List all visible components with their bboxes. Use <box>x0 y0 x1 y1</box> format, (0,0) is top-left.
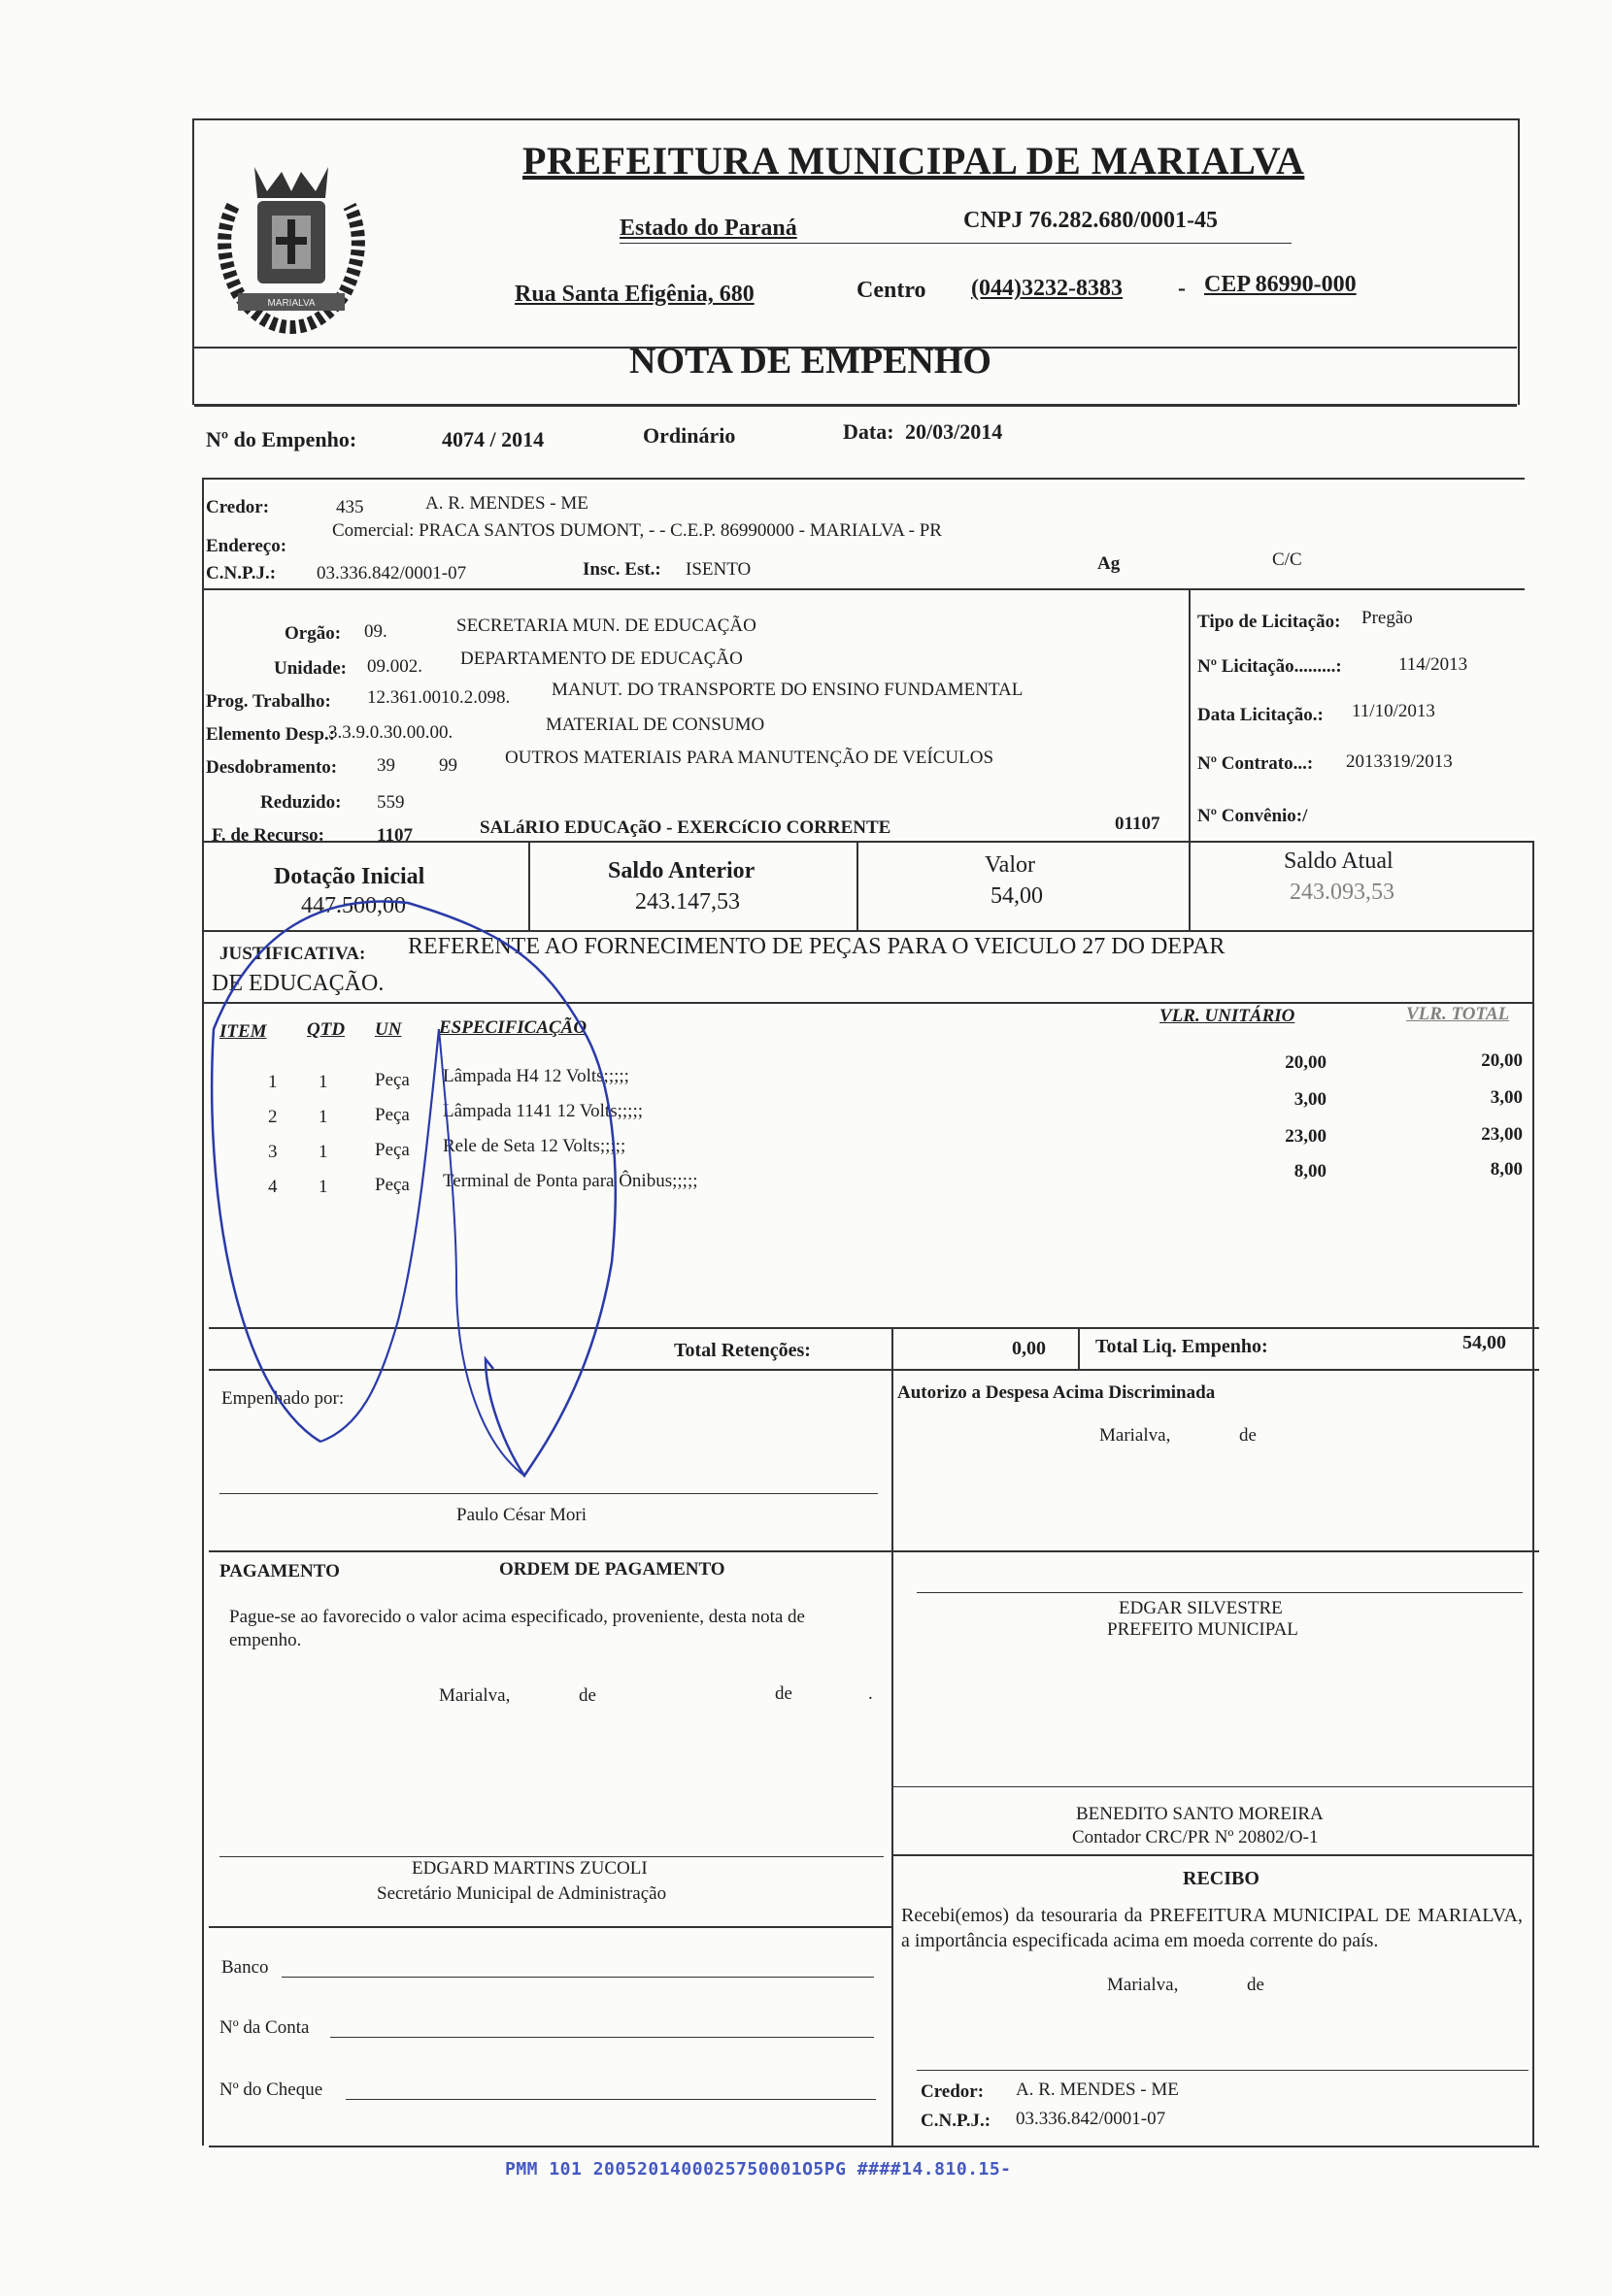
ordem-pagamento-label: ORDEM DE PAGAMENTO <box>499 1559 725 1580</box>
orgao-code: 09. <box>364 621 387 642</box>
pagamento-label: PAGAMENTO <box>219 1561 340 1581</box>
empenho-number-label: Nº do Empenho: <box>206 427 357 451</box>
unidade-name: DEPARTAMENTO DE EDUCAÇÃO <box>460 649 743 669</box>
valor-value: 54,00 <box>991 883 1043 909</box>
unidade-code: 09.002. <box>367 656 422 677</box>
desdobramento-code-2: 99 <box>439 755 457 776</box>
prefeito-name: EDGAR SILVESTRE <box>1119 1598 1283 1618</box>
admin-secretary-role: Secretário Municipal de Administração <box>377 1883 667 1904</box>
item-un: Peça <box>375 1140 410 1160</box>
conta-field[interactable] <box>330 2037 874 2038</box>
item-number: 2 <box>268 1107 278 1127</box>
prog-label: Prog. Trabalho: <box>206 691 331 712</box>
saldo-anterior-value: 243.147,53 <box>635 889 740 915</box>
licitacao-date: 11/10/2013 <box>1352 701 1435 721</box>
elemento-code: 3.3.9.0.30.00.00. <box>328 722 453 743</box>
credor-name: A. R. MENDES - ME <box>425 493 588 514</box>
saldo-atual-value: 243.093,53 <box>1290 880 1394 905</box>
valor-label: Valor <box>985 852 1035 878</box>
item-total: 3,00 <box>1490 1087 1523 1108</box>
justificativa-line-1: REFERENTE AO FORNECIMENTO DE PEÇAS PARA O VEICULO 27 DO DEPAR <box>408 934 1226 959</box>
elemento-name: MATERIAL DE CONSUMO <box>546 715 765 735</box>
district: Centro <box>856 278 926 303</box>
credor-label: Credor: <box>206 497 270 517</box>
total-retencoes-label: Total Retenções: <box>674 1340 811 1361</box>
empenho-type: Ordinário <box>643 423 736 448</box>
pagamento-city: Marialva, <box>439 1685 511 1706</box>
empenhado-por-name: Paulo César Mori <box>456 1505 588 1525</box>
unidade-label: Unidade: <box>274 658 347 679</box>
empenho-date: 20/03/2014 <box>905 419 1003 444</box>
item-total: 8,00 <box>1490 1159 1523 1180</box>
autorizo-label: Autorizo a Despesa Acima Discriminada <box>897 1382 1216 1403</box>
saldo-atual-label: Saldo Atual <box>1284 849 1394 874</box>
total-liquido-value: 54,00 <box>1462 1332 1506 1353</box>
col-un: UN <box>375 1019 402 1040</box>
contador-role: Contador CRC/PR Nº 20802/O-1 <box>1072 1827 1319 1847</box>
desdobramento-name: OUTROS MATERIAIS PARA MANUTENÇÃO DE VEÍCULOS <box>505 748 994 768</box>
item-qtd: 1 <box>319 1177 328 1197</box>
tipo-licitacao: Pregão <box>1361 608 1413 628</box>
col-item: ITEM <box>219 1021 267 1042</box>
cheque-label: Nº do Cheque <box>219 2080 323 2100</box>
reduzido-label: Reduzido: <box>260 792 342 813</box>
street-address: Rua Santa Efigênia, 680 <box>515 282 755 307</box>
footer-barcode-text: PMM 101 2005201400025750001O5PG ####14.810.15- <box>505 2159 1012 2180</box>
recibo-credor-name: A. R. MENDES - ME <box>1016 2080 1179 2100</box>
cep: CEP 86990-000 <box>1204 272 1357 297</box>
item-spec: Lâmpada H4 12 Volts;;;;; <box>443 1066 629 1086</box>
desdobramento-label: Desdobramento: <box>206 757 338 778</box>
licitacao-number-label: Nº Licitação.........: <box>1197 656 1342 677</box>
ag-label: Ag <box>1097 553 1121 574</box>
col-spec: ESPECIFICAÇÃO <box>439 1017 588 1038</box>
contrato-label: Nº Contrato...: <box>1197 753 1314 774</box>
desdobramento-code-1: 39 <box>377 755 395 776</box>
item-qtd: 1 <box>319 1107 328 1127</box>
prefeito-role: PREFEITO MUNICIPAL <box>1107 1619 1298 1640</box>
admin-secretary-name: EDGARD MARTINS ZUCOLI <box>412 1858 648 1879</box>
pagamento-dot: . <box>868 1683 873 1704</box>
item-spec: Terminal de Ponta para Ônibus;;;;; <box>443 1171 698 1191</box>
banco-field[interactable] <box>282 1977 874 1978</box>
tipo-licitacao-label: Tipo de Licitação: <box>1197 612 1341 632</box>
item-qtd: 1 <box>319 1142 328 1162</box>
elemento-label: Elemento Desp.: <box>206 724 335 745</box>
credor-cnpj-label: C.N.P.J.: <box>206 563 277 583</box>
col-vlr-unit: VLR. UNITÁRIO <box>1159 1006 1295 1026</box>
page-title: PREFEITURA MUNICIPAL DE MARIALVA <box>522 139 1305 183</box>
justificativa-label: JUSTIFICATIVA: <box>219 944 366 964</box>
total-liquido-label: Total Liq. Empenho: <box>1095 1336 1268 1357</box>
fonte-recurso-number: 01107 <box>1115 814 1160 834</box>
item-total: 23,00 <box>1481 1124 1523 1145</box>
autorizo-city: Marialva, <box>1099 1425 1171 1446</box>
fonte-recurso-name: SALáRIO EDUCAçãO - EXERCíCIO CORRENTE <box>480 817 891 838</box>
empenho-number: 4074 / 2014 <box>442 427 545 451</box>
licitacao-number: 114/2013 <box>1398 654 1468 675</box>
pague-se-text: Pague-se ao favorecido o valor acima especificado, proveniente, desta nota de empenho. <box>229 1607 805 1650</box>
credor-code: 435 <box>336 497 364 517</box>
item-unit-price: 20,00 <box>1285 1052 1327 1073</box>
credor-cnpj: 03.336.842/0001-07 <box>317 563 467 583</box>
licitacao-date-label: Data Licitação.: <box>1197 705 1324 725</box>
saldo-anterior-label: Saldo Anterior <box>608 858 756 883</box>
credor-address: Comercial: PRACA SANTOS DUMONT, - - C.E.P. 86990000 - MARIALVA - PR <box>332 520 942 541</box>
contador-name: BENEDITO SANTO MOREIRA <box>1076 1804 1324 1824</box>
cc-label: C/C <box>1272 549 1302 570</box>
orgao-name: SECRETARIA MUN. DE EDUCAÇÃO <box>456 616 756 636</box>
item-unit-price: 3,00 <box>1293 1089 1327 1110</box>
state-label: Estado do Paraná <box>620 216 797 241</box>
item-number: 3 <box>268 1142 278 1162</box>
address-label: Endereço: <box>206 536 287 556</box>
justificativa-line-2: DE EDUCAÇÃO. <box>212 971 385 996</box>
col-qtd: QTD <box>307 1019 346 1040</box>
item-un: Peça <box>375 1175 410 1195</box>
date-label: Data: <box>843 419 894 444</box>
col-vlr-total: VLR. TOTAL <box>1406 1004 1510 1024</box>
orgao-label: Orgão: <box>285 623 342 644</box>
item-un: Peça <box>375 1070 410 1090</box>
svg-text:MARIALVA: MARIALVA <box>267 298 316 309</box>
item-spec: Lâmpada 1141 12 Volts;;;;; <box>443 1101 644 1121</box>
recibo-credor-label: Credor: <box>921 2081 985 2102</box>
pagamento-de-2: de <box>775 1683 792 1704</box>
autorizo-de: de <box>1239 1425 1257 1446</box>
insc-est-label: Insc. Est.: <box>583 559 661 580</box>
recibo-cnpj-label: C.N.P.J.: <box>921 2111 991 2131</box>
convenio-label: Nº Convênio:/ <box>1197 806 1308 826</box>
total-retencoes-value: 0,00 <box>1012 1338 1046 1359</box>
item-total: 20,00 <box>1481 1050 1523 1071</box>
contrato-number: 2013319/2013 <box>1346 751 1453 772</box>
dotacao-inicial-value: 447.500,00 <box>301 893 406 918</box>
phone: (044)3232-8383 <box>971 276 1123 301</box>
reduzido-value: 559 <box>377 792 405 813</box>
recibo-label: RECIBO <box>1183 1868 1259 1889</box>
item-number: 1 <box>268 1072 278 1092</box>
prog-code: 12.361.0010.2.098. <box>367 687 511 708</box>
fonte-recurso-code: 1107 <box>377 825 413 846</box>
recibo-de: de <box>1247 1975 1264 1995</box>
coat-of-arms-logo <box>194 148 388 337</box>
fonte-recurso-label: F. de Recurso: <box>212 825 324 846</box>
recibo-text: Recebi(emos) da tesouraria da PREFEITURA MUNICIPAL DE MARIALVA, a importância especificada acima em moeda corrente do país. <box>901 1905 1523 1951</box>
item-unit-price: 23,00 <box>1285 1126 1327 1147</box>
pagamento-de-1: de <box>579 1685 596 1706</box>
municipal-cnpj: CNPJ 76.282.680/0001-45 <box>963 208 1218 233</box>
insc-est: ISENTO <box>686 559 752 580</box>
item-qtd: 1 <box>319 1072 328 1092</box>
empenhado-por-label: Empenhado por: <box>221 1388 345 1409</box>
banco-label: Banco <box>221 1957 269 1978</box>
document-title: NOTA DE EMPENHO <box>629 341 991 382</box>
recibo-cnpj: 03.336.842/0001-07 <box>1016 2109 1166 2129</box>
item-number: 4 <box>268 1177 278 1197</box>
recibo-city: Marialva, <box>1107 1975 1179 1995</box>
cheque-field[interactable] <box>346 2099 876 2100</box>
prog-name: MANUT. DO TRANSPORTE DO ENSINO FUNDAMENTAL <box>552 680 1024 700</box>
item-unit-price: 8,00 <box>1293 1161 1327 1181</box>
conta-label: Nº da Conta <box>219 2017 310 2038</box>
item-un: Peça <box>375 1105 410 1125</box>
item-spec: Rele de Seta 12 Volts;;;;; <box>443 1136 626 1156</box>
dash-separator: - <box>1178 276 1186 301</box>
dotacao-inicial-label: Dotação Inicial <box>274 864 425 889</box>
